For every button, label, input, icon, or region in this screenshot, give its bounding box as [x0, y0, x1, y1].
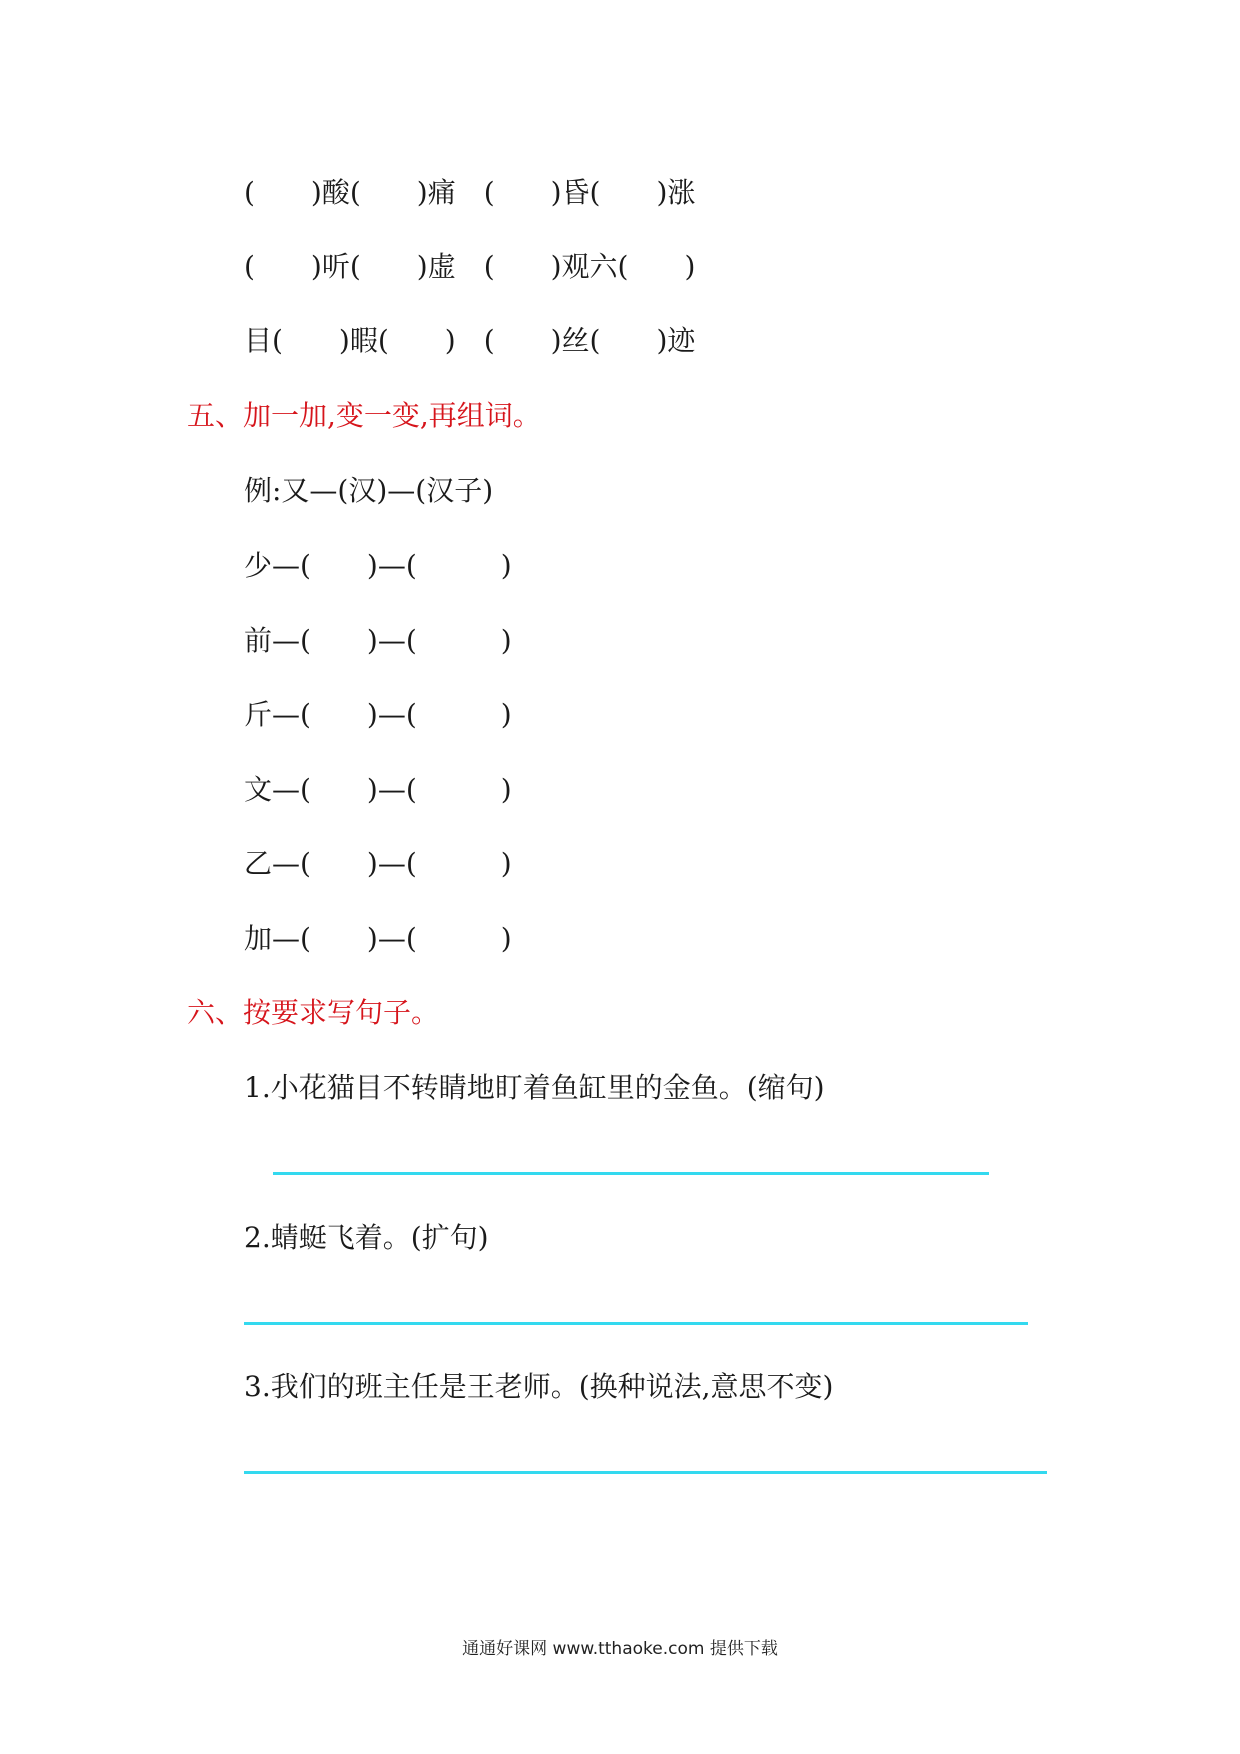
example-line: 例:又—(汉)—(汉子): [244, 474, 494, 507]
sentence-question-1: 1.小花猫目不转睛地盯着鱼缸里的金鱼。(缩句): [244, 1071, 825, 1104]
word-item: 加—( )—( ): [244, 922, 512, 955]
answer-line-2[interactable]: [244, 1322, 1028, 1325]
answer-line-3[interactable]: [244, 1471, 1047, 1474]
word-item: 斤—( )—( ): [244, 698, 512, 731]
section-6-title: 六、按要求写句子。: [187, 996, 440, 1029]
idiom-row-3: 目( )暇( ) ( )丝( )迹: [244, 324, 696, 357]
word-item: 文—( )—( ): [244, 773, 512, 806]
answer-line-1[interactable]: [273, 1172, 989, 1175]
sentence-question-2: 2.蜻蜓飞着。(扩句): [244, 1221, 489, 1254]
word-item: 乙—( )—( ): [244, 847, 512, 880]
word-item: 少—( )—( ): [244, 549, 512, 582]
sentence-question-3: 3.我们的班主任是王老师。(换种说法,意思不变): [244, 1370, 834, 1403]
idiom-row-1: ( )酸( )痛 ( )昏( )涨: [244, 176, 696, 209]
idiom-row-2: ( )听( )虚 ( )观六( ): [244, 250, 696, 283]
word-item: 前—( )—( ): [244, 624, 512, 657]
section-5-title: 五、加一加,变一变,再组词。: [187, 399, 541, 432]
footer-source: 通通好课网 www.tthaoke.com 提供下载: [462, 1639, 778, 1659]
